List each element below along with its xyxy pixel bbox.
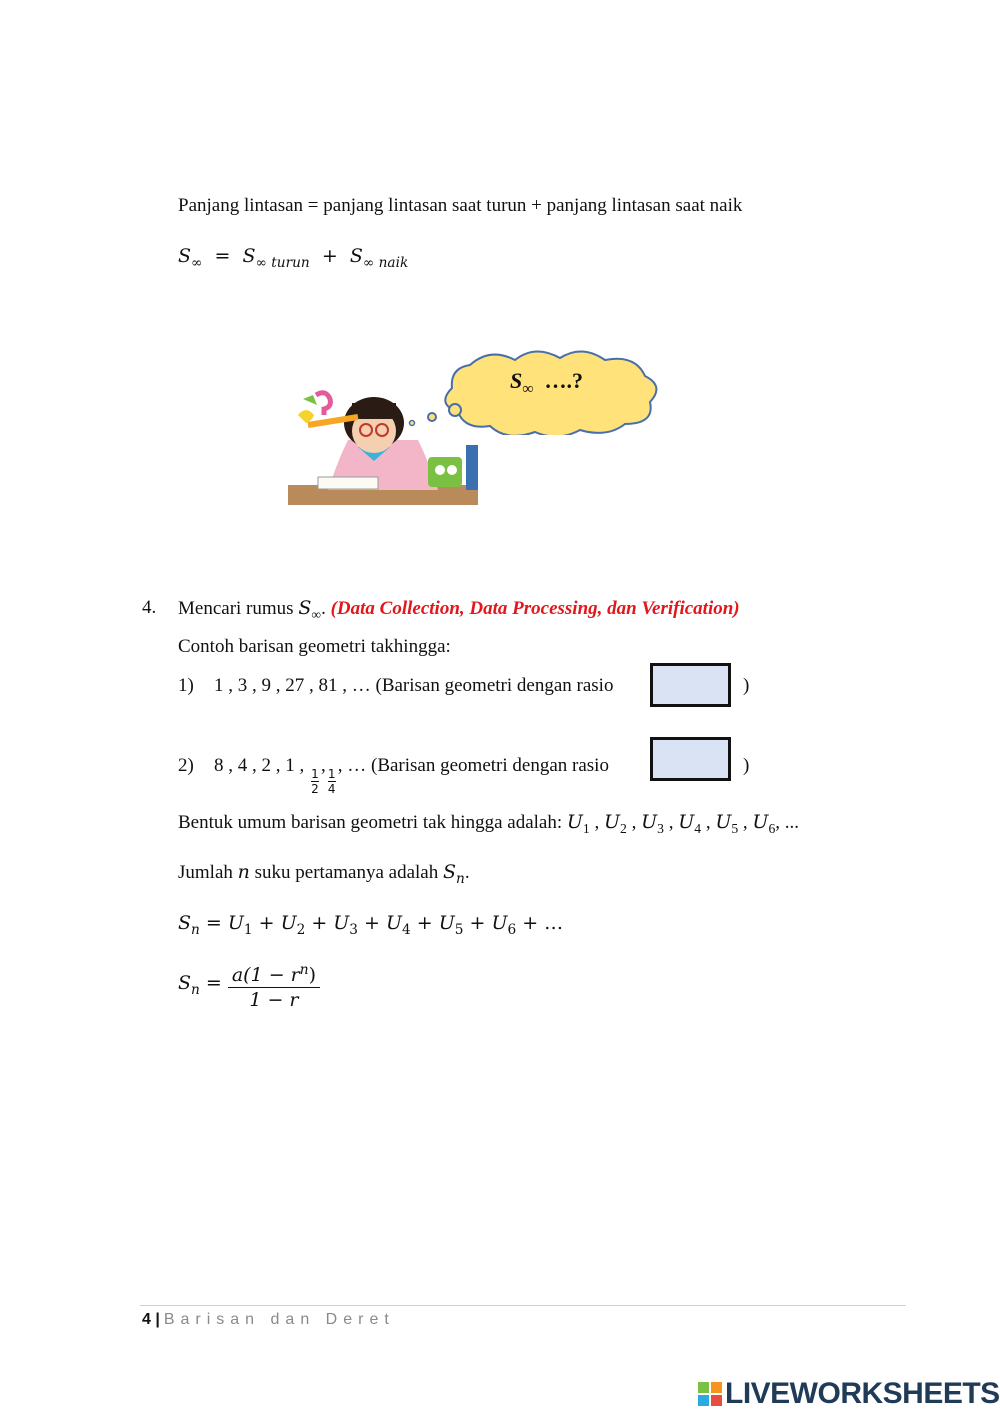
sum-n-statement: Jumlah n suku pertamanya adalah $S_n$. — [178, 861, 470, 887]
learning-stages-label: (Data Collection, Data Processing, dan Verification) — [330, 598, 740, 619]
bubble-question: $S_\infty$ ….? — [510, 368, 584, 398]
ratio-answer-box-1[interactable] — [650, 663, 731, 707]
example-1-label: 1) — [178, 675, 194, 696]
sum-formula: $S_n$ = $\frac{a(1 - r^n)}{1 - r}$ — [178, 958, 320, 1012]
path-length-definition: Panjang lintasan = panjang lintasan saat turun + panjang lintasan saat naik — [178, 195, 743, 216]
fraction-one-half: $\frac{1}{2}$ — [311, 767, 319, 796]
section-number: 4. — [142, 597, 157, 618]
brand-name: LIVEWORKSHEETS — [725, 1377, 1000, 1410]
sum-expansion: $S_n = U_1 + U_2 + U_3 + U_4 + U_5 + U_6$ + … — [178, 912, 564, 938]
infinite-sum-formula: $S_\infty = S_{\infty turun} + S_{\infty naik}$ — [178, 245, 409, 271]
page-footer — [142, 1311, 395, 1329]
ratio-answer-box-2[interactable] — [650, 737, 731, 781]
footer-divider — [140, 1305, 906, 1306]
liveworksheets-logo — [698, 1377, 1000, 1411]
sum-fraction: $\frac{a(1 - r^n)}{1 - r}$ — [228, 958, 320, 1012]
examples-heading: Contoh barisan geometri takhingga: — [178, 636, 451, 657]
footer-title: Barisan dan Deret — [163, 1311, 395, 1328]
liveworksheets-logo-icon — [698, 1382, 722, 1406]
fraction-one-quarter: $\frac{1}{4}$ — [327, 767, 336, 796]
example-2-label: 2) — [178, 755, 194, 776]
example-2-close: ) — [743, 755, 750, 776]
general-form: Bentuk umum barisan geometri tak hingga adalah: $U_1$ , $U_2$ , $U_3$ , $U_4$ , $U_5$ , $U_6$, ... — [178, 811, 800, 836]
example-2-sequence: 8 , 4 , 2 , 1 , $\frac{1}{2}$ , $\frac{1}{4}$ , … (Barisan geometri dengan rasio — [214, 755, 609, 796]
example-1-sequence: 1 , 3 , 9 , 27 , 81 , … (Barisan geometri dengan rasio — [214, 675, 614, 696]
section-title: Mencari rumus $S_\infty$. (Data Collection, Data Processing, dan Verification) — [178, 597, 740, 622]
example-1-close: ) — [743, 675, 750, 696]
page-number: 4 | — [142, 1311, 160, 1328]
